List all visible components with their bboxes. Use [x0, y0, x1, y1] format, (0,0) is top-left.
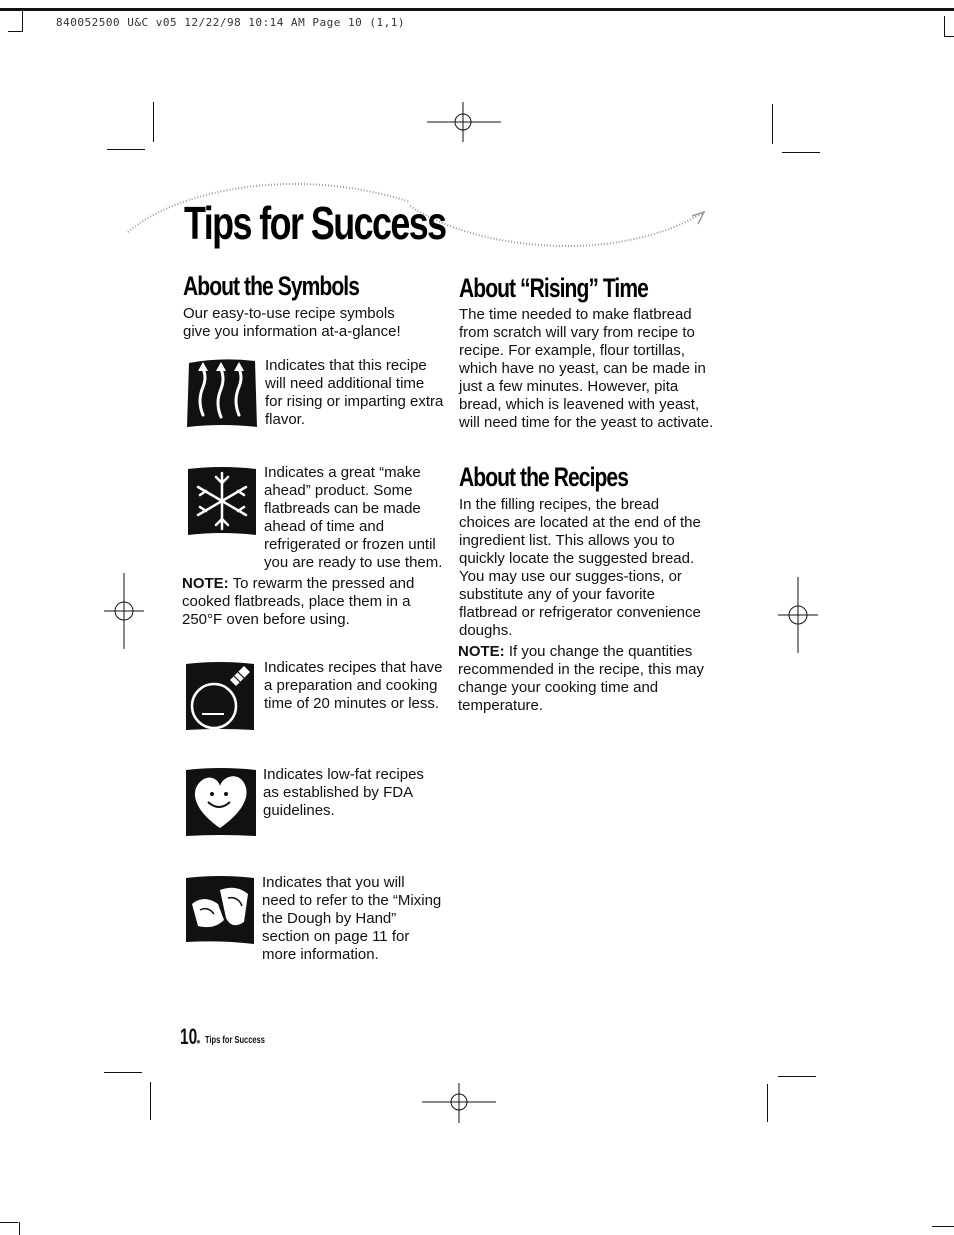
- registration-mark: [425, 102, 505, 142]
- crop-mark: [767, 1084, 768, 1122]
- crop-mark: [772, 104, 773, 144]
- recipes-text: In the filling recipes, the bread choices are located at the end of the ingredient list. This allows you to quickly locate the suggested bread. You may use our sugges-tions, or substitute any of your favorite flatbread or refrigerator convenience doughs.: [459, 496, 701, 639]
- rising-description: Indicates that this recipe will need additional time for rising or imparting extra flavor.: [265, 357, 444, 428]
- crop-mark: [778, 1076, 816, 1077]
- rising-time-text: The time needed to make flatbread from scratch will vary from recipe to recipe. For example, flour tortillas, which have no yeast, can be made in just a few minutes. However, pita bread, which is leavened with yeast, will need time for the yeast to activate.: [459, 306, 714, 431]
- corner-mark: [944, 16, 945, 36]
- page-title: Tips for Success: [184, 197, 446, 249]
- recipes-heading: About the Recipes: [459, 462, 628, 492]
- symbols-heading: About the Symbols: [183, 271, 359, 301]
- note-text: To rewarm the pressed and cooked flatbreads, place them in a 250°F oven before using.: [182, 575, 415, 628]
- hands-icon: [184, 874, 256, 946]
- note-text: If you change the quantities recommended in the recipe, this may change your cooking time and temperature.: [458, 643, 704, 714]
- crop-mark: [153, 102, 154, 142]
- crop-mark: [104, 1072, 142, 1073]
- make-ahead-description: Indicates a great “make ahead” product. Some flatbreads can be made ahead of time and refrigerated or frozen until you are ready to use them.: [264, 464, 443, 571]
- registration-mark: [778, 577, 822, 653]
- recipes-note: [458, 643, 714, 715]
- crop-mark: [782, 152, 820, 153]
- heart-icon: [184, 766, 258, 838]
- note-label: NOTE:: [458, 643, 505, 660]
- registration-mark: [104, 573, 148, 649]
- crop-mark: [150, 1082, 151, 1120]
- registration-mark: [420, 1083, 500, 1123]
- note-label: NOTE:: [182, 575, 229, 592]
- footer-separator-icon: ●: [196, 1037, 201, 1046]
- footer-section: Tips for Success: [205, 1035, 265, 1046]
- corner-mark: [8, 31, 23, 32]
- low-fat-description: Indicates low-fat recipes as established by FDA guidelines.: [263, 766, 424, 819]
- rising-time-heading: About “Rising” Time: [459, 273, 648, 303]
- page-number: 10: [180, 1024, 198, 1049]
- corner-mark: [944, 36, 954, 37]
- corner-mark: [932, 1226, 954, 1227]
- corner-mark: [22, 10, 23, 32]
- top-border: [0, 8, 954, 11]
- corner-mark: [0, 1222, 18, 1223]
- symbols-note: [182, 575, 432, 629]
- symbols-intro: Our easy-to-use recipe symbols give you information at-a-glance!: [183, 305, 401, 340]
- snowflake-icon: [186, 465, 258, 537]
- rising-icon: [185, 357, 259, 429]
- corner-mark: [19, 1222, 20, 1235]
- stopwatch-icon: [184, 660, 256, 732]
- crop-mark: [107, 149, 145, 150]
- quick-description: Indicates recipes that have a preparation and cooking time of 20 minutes or less.: [264, 659, 443, 712]
- print-slug: 840052500 U&C v05 12/22/98 10:14 AM Page 10 (1,1): [56, 16, 406, 29]
- by-hand-description: Indicates that you will need to refer to the “Mixing the Dough by Hand” section on page 11 for more information.: [262, 874, 442, 963]
